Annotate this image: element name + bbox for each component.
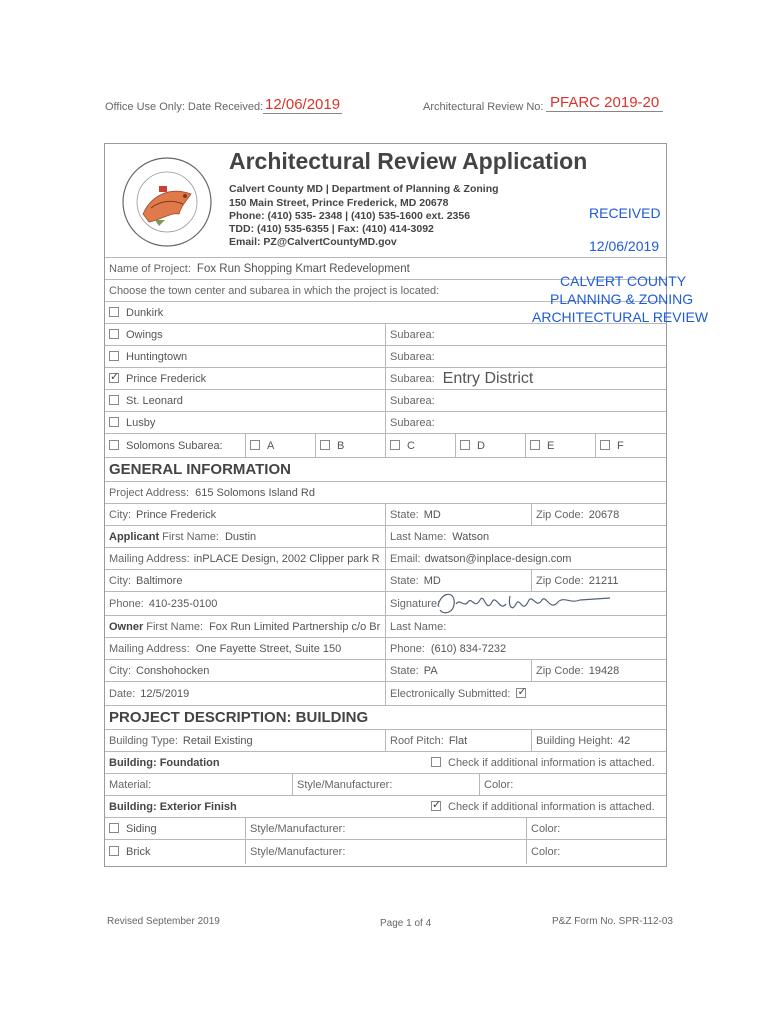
- phone-line: Phone: (410) 535- 2348 | (410) 535-1600 ext. 2356: [229, 210, 471, 222]
- checkbox-subarea-d[interactable]: [460, 440, 470, 450]
- owner-phone[interactable]: (610) 834-7232: [430, 642, 507, 655]
- checkbox-solomons[interactable]: [109, 440, 119, 450]
- building-type-value[interactable]: Retail Existing: [182, 734, 253, 747]
- brick-label: Brick: [126, 846, 151, 858]
- attached-label: Check if additional information is attached.: [448, 756, 655, 769]
- subarea-field[interactable]: Subarea:: [385, 390, 666, 411]
- town-label: Lusby: [126, 416, 156, 429]
- owner-city-row: [105, 660, 666, 682]
- stamp-line-1: CALVERT COUNTY: [560, 273, 687, 289]
- city-value[interactable]: Prince Frederick: [136, 508, 217, 521]
- town-label: Owings: [126, 328, 163, 341]
- checkbox-subarea-e[interactable]: [530, 440, 540, 450]
- project-address-row: [105, 482, 666, 504]
- state-label: State:: [390, 664, 419, 677]
- foundation-row: [105, 752, 666, 774]
- town-row-prince-frederick: [105, 368, 666, 390]
- checkbox-electronic[interactable]: [516, 688, 526, 698]
- title-block: [105, 144, 666, 258]
- option-label: B: [337, 439, 345, 452]
- checkbox-huntingtown[interactable]: [109, 351, 119, 361]
- checkbox-subarea-a[interactable]: [250, 440, 260, 450]
- material-label[interactable]: Material:: [109, 778, 152, 791]
- building-type-label: Building Type:: [109, 734, 178, 747]
- general-info-title: GENERAL INFORMATION: [109, 461, 291, 478]
- solomons-row: [105, 434, 666, 458]
- office-use-label: Office Use Only: Date Received:: [105, 101, 264, 113]
- applicant-phone-row: [105, 592, 666, 616]
- applicant-mailing[interactable]: inPLACE Design, 2002 Clipper park R: [193, 552, 380, 565]
- applicant-name-row: [105, 526, 666, 548]
- date-value[interactable]: 12/5/2019: [140, 687, 190, 700]
- town-row-owings: [105, 324, 666, 346]
- date-row: [105, 682, 666, 706]
- applicant-first-name[interactable]: Dustin: [224, 530, 257, 543]
- stamp-date: 12/06/2019: [589, 238, 660, 254]
- applicant-last-name[interactable]: Watson: [452, 530, 490, 543]
- project-name-value[interactable]: Fox Run Shopping Kmart Redevelopment: [196, 262, 410, 275]
- city-value[interactable]: Baltimore: [136, 574, 183, 587]
- first-name-label: First Name:: [146, 620, 204, 633]
- applicant-mailing-row: [105, 548, 666, 570]
- town-row-huntingtown: [105, 346, 666, 368]
- checkbox-subarea-c[interactable]: [390, 440, 400, 450]
- subarea-field[interactable]: Subarea:: [385, 324, 666, 345]
- form-title: Architectural Review Application: [229, 148, 588, 174]
- zip-value[interactable]: 19428: [588, 664, 620, 677]
- town-row-st-leonard: [105, 390, 666, 412]
- zip-label: Zip Code:: [536, 664, 584, 677]
- subarea-value[interactable]: Entry District: [442, 369, 534, 387]
- building-header: [105, 706, 666, 730]
- applicant-phone[interactable]: 410-235-0100: [148, 597, 218, 610]
- checkbox-siding[interactable]: [109, 823, 119, 833]
- town-label: Dunkirk: [126, 306, 164, 319]
- owner-first-name[interactable]: Fox Run Limited Partnership c/o Br: [209, 620, 381, 633]
- project-address-value[interactable]: 615 Solomons Island Rd: [195, 486, 315, 499]
- checkbox-dunkirk[interactable]: [109, 307, 119, 317]
- stamp-line-3: ARCHITECTURAL REVIEW: [532, 309, 709, 325]
- option-label: C: [407, 439, 415, 452]
- owner-label: Owner: [109, 620, 144, 633]
- color-field[interactable]: Color:: [526, 818, 666, 839]
- brick-row: [105, 840, 666, 864]
- subarea-field[interactable]: Subarea:: [385, 346, 666, 367]
- footer-form-no: P&Z Form No. SPR-112-03: [552, 916, 673, 927]
- checkbox-subarea-f[interactable]: [600, 440, 610, 450]
- project-name-label: Name of Project:: [109, 262, 191, 275]
- building-height-value[interactable]: 42: [618, 734, 631, 747]
- style-manufacturer-field[interactable]: Style/Manufacturer:: [245, 840, 526, 864]
- solomons-label: Solomons Subarea:: [126, 439, 223, 452]
- footer-revised: Revised September 2019: [107, 916, 220, 927]
- exterior-label: Building: Exterior Finish: [109, 800, 237, 813]
- state-value[interactable]: MD: [423, 574, 441, 587]
- roof-pitch-label: Roof Pitch:: [390, 734, 444, 747]
- building-height-label: Building Height:: [536, 734, 614, 747]
- owner-mailing[interactable]: One Fayette Street, Suite 150: [195, 642, 342, 655]
- zip-value[interactable]: 20678: [588, 508, 620, 521]
- county-seal: [121, 156, 213, 248]
- option-label: D: [477, 439, 485, 452]
- zip-label: Zip Code:: [536, 508, 584, 521]
- siding-label: Siding: [126, 822, 157, 835]
- checkbox-prince-frederick[interactable]: [109, 373, 119, 383]
- date-label: Date:: [109, 687, 136, 700]
- dept-line: Calvert County MD | Department of Planning & Zoning: [229, 183, 499, 195]
- option-label: E: [547, 439, 555, 452]
- city-value[interactable]: Conshohocken: [136, 664, 210, 677]
- mailing-label: Mailing Address:: [109, 642, 190, 655]
- arch-review-number[interactable]: PFARC 2019-20: [546, 94, 663, 112]
- application-form: [104, 143, 667, 867]
- stamp-line-2: PLANNING & ZONING: [550, 291, 694, 307]
- foundation-label: Building: Foundation: [109, 756, 220, 769]
- zip-label: Zip Code:: [536, 574, 584, 587]
- project-address-label: Project Address:: [109, 486, 190, 499]
- option-label: A: [267, 439, 275, 452]
- city-label: City:: [109, 664, 131, 677]
- material-row: [105, 774, 666, 796]
- color-field[interactable]: Color:: [526, 840, 666, 864]
- state-value[interactable]: PA: [423, 664, 438, 677]
- email-line: Email: PZ@CalvertCountyMD.gov: [229, 236, 397, 248]
- signature-image[interactable]: [434, 586, 614, 620]
- siding-row: [105, 818, 666, 840]
- phone-label: Phone:: [390, 642, 425, 655]
- town-label: Huntingtown: [126, 350, 188, 363]
- style-manufacturer-field[interactable]: Style/Manufacturer:: [245, 818, 526, 839]
- checkbox-subarea-b[interactable]: [320, 440, 330, 450]
- checkbox-owings[interactable]: [109, 329, 119, 339]
- mailing-label: Mailing Address:: [109, 552, 190, 565]
- city-label: City:: [109, 574, 131, 587]
- roof-pitch-value[interactable]: Flat: [448, 734, 468, 747]
- phone-label: Phone:: [109, 597, 144, 610]
- attached-label: Check if additional information is attached.: [448, 800, 655, 813]
- tdd-line: TDD: (410) 535-6355 | Fax: (410) 414-3092: [229, 223, 434, 235]
- state-label: State:: [390, 508, 419, 521]
- last-name-label: Last Name:: [390, 620, 447, 633]
- checkbox-lusby[interactable]: [109, 417, 119, 427]
- applicant-label: Applicant: [109, 530, 160, 543]
- subarea-label: Subarea:: [390, 372, 435, 385]
- exterior-row: [105, 796, 666, 818]
- building-type-row: [105, 730, 666, 752]
- choose-town-label: Choose the town center and subarea in which the project is located:: [109, 284, 440, 297]
- style-manufacturer-field[interactable]: Style/Manufacturer:: [292, 774, 479, 795]
- owner-mailing-row: [105, 638, 666, 660]
- owner-name-row: [105, 616, 666, 638]
- town-label: Prince Frederick: [126, 372, 207, 385]
- town-row-lusby: [105, 412, 666, 434]
- state-label: State:: [390, 574, 419, 587]
- footer-page: Page 1 of 4: [380, 918, 432, 929]
- subarea-field[interactable]: Subarea:: [385, 412, 666, 433]
- project-city-row: [105, 504, 666, 526]
- building-section-title: PROJECT DESCRIPTION: BUILDING: [109, 709, 369, 726]
- email-label: Email:: [390, 552, 421, 565]
- date-received-value[interactable]: 12/06/2019: [265, 96, 341, 113]
- option-label: F: [617, 439, 624, 452]
- checkbox-brick[interactable]: [109, 846, 119, 856]
- last-name-label: Last Name:: [390, 530, 447, 543]
- checkbox-foundation-attached[interactable]: [431, 757, 441, 767]
- checkbox-exterior-attached[interactable]: [431, 801, 441, 811]
- address-line: 150 Main Street, Prince Frederick, MD 20678: [229, 197, 449, 209]
- signature-label: Signature:: [390, 597, 441, 610]
- electronic-label: Electronically Submitted:: [390, 687, 511, 700]
- color-field[interactable]: Color:: [479, 774, 666, 795]
- zip-value[interactable]: 21211: [588, 574, 619, 587]
- state-value[interactable]: MD: [423, 508, 441, 521]
- city-label: City:: [109, 508, 131, 521]
- arch-review-label: Architectural Review No:: [423, 101, 544, 113]
- town-label: St. Leonard: [126, 394, 183, 407]
- checkbox-st-leonard[interactable]: [109, 395, 119, 405]
- general-info-header: [105, 458, 666, 482]
- stamp-received: RECEIVED: [589, 205, 661, 221]
- applicant-email[interactable]: dwatson@inplace-design.com: [424, 552, 572, 565]
- first-name-label: First Name:: [162, 530, 219, 543]
